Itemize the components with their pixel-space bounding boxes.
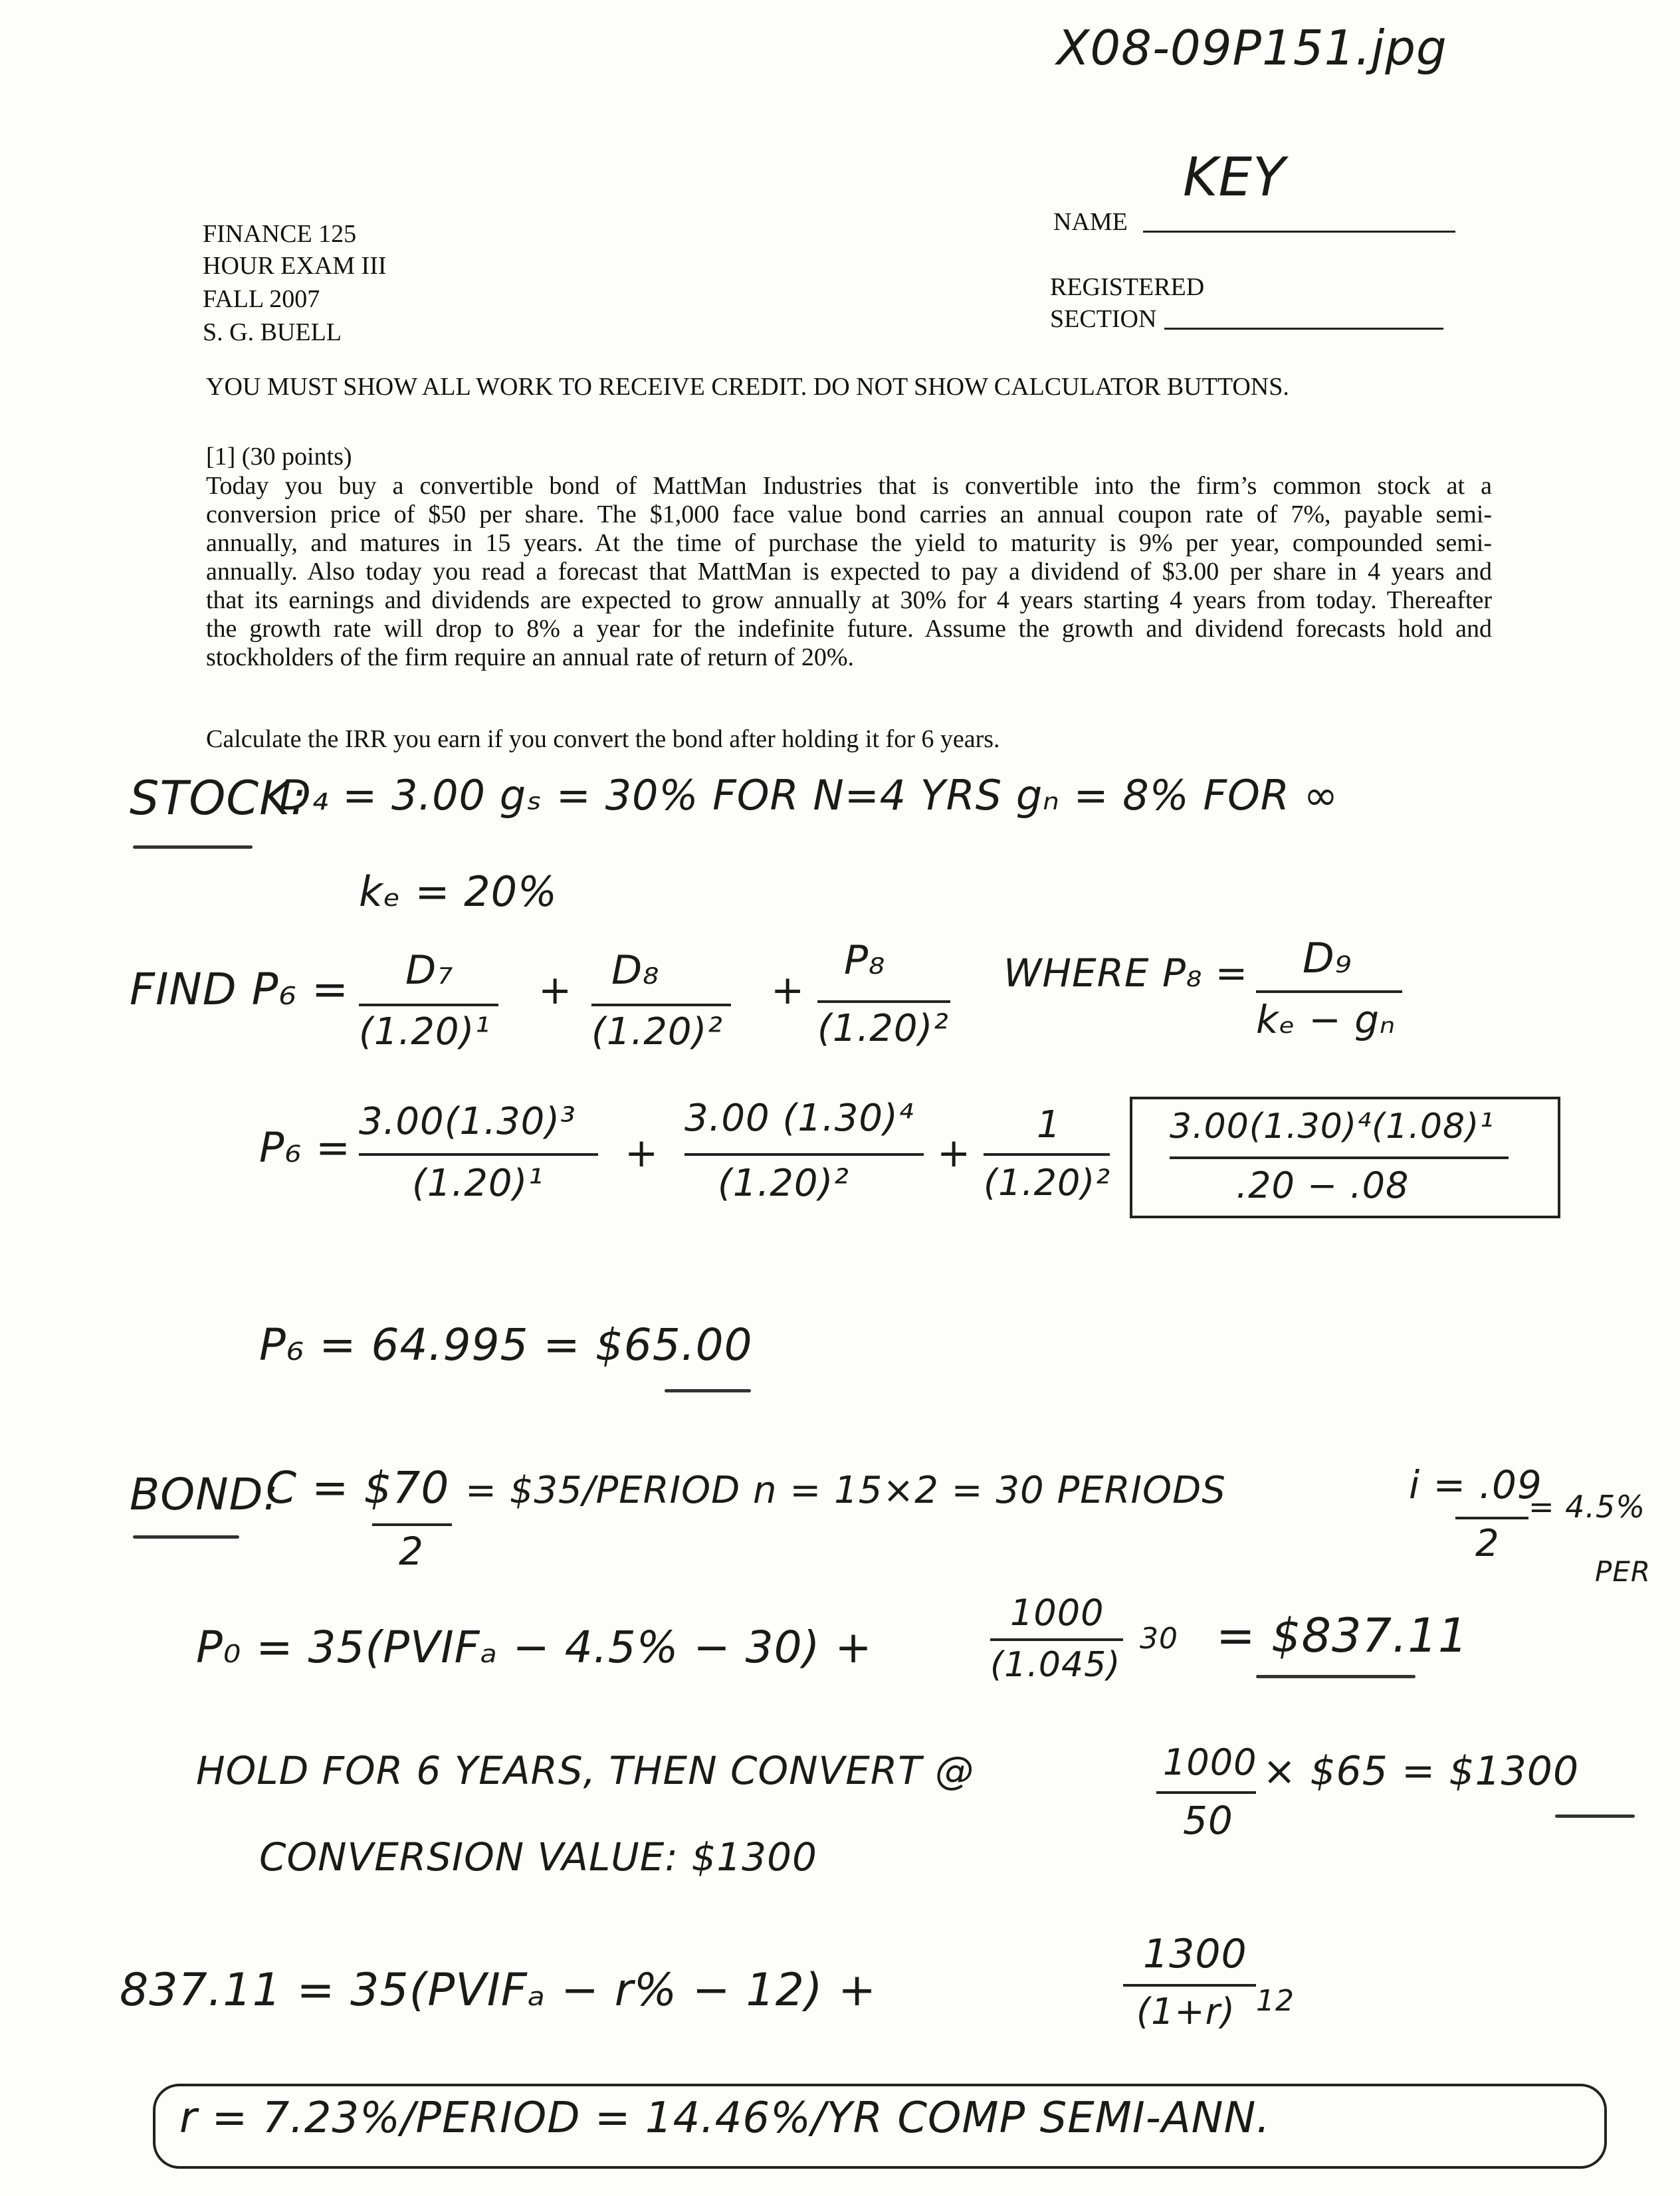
fraction-bar [1170, 1156, 1509, 1159]
bond-price-result: = $837.11 [1216, 1608, 1469, 1663]
registered-label: REGISTERED [1050, 273, 1205, 301]
fraction-bar [372, 1523, 452, 1526]
question-line: annually. Also today you read a forecast that MattMan is expected to pay a dividend of $3.00 per share in 4 years and [206, 558, 1492, 586]
section-line [1164, 328, 1443, 330]
coupon: C = $70 [266, 1462, 450, 1513]
find-p6-label: FIND P₆ = [130, 964, 350, 1015]
question-line: Today you buy a convertible bond of MattMan Industries that is convertible into the firm’s common stock at a [206, 472, 1492, 500]
conversion-value: CONVERSION VALUE: $1300 [259, 1834, 817, 1880]
formula-numerator: P₈ [844, 937, 886, 984]
substitution-denominator: (1.20)¹ [412, 1162, 544, 1205]
fraction-bar [984, 1153, 1110, 1156]
hold-text: HOLD FOR 6 YEARS, THEN CONVERT @ [196, 1748, 975, 1793]
irr-answer: r = 7.23%/PERIOD = 14.46%/YR COMP SEMI-ANN. [179, 2094, 1271, 2143]
irr-discount-factor: (1+r) [1136, 1991, 1235, 2032]
yield-result: = 4.5% [1528, 1489, 1646, 1525]
question-line: that its earnings and dividends are expected to grow annually at 30% for 4 years starting 4 years from today. Thereafter [206, 586, 1492, 614]
fraction-bar [1123, 1984, 1256, 1987]
fraction-bar [1256, 990, 1402, 993]
fraction-bar [359, 1004, 498, 1006]
substitution-numerator: 3.00 (1.30)⁴ [684, 1097, 914, 1140]
key-annotation: KEY [1183, 146, 1286, 208]
where-label: WHERE P₈ = [1003, 950, 1249, 996]
plus-sign: + [771, 967, 805, 1014]
conversion-numerator: 1000 [1163, 1741, 1257, 1783]
question-text [206, 472, 1492, 672]
question-line: stockholders of the firm require an annual rate of return of 20%. [206, 643, 854, 671]
substitution-numerator: 3.00(1.30)³ [359, 1100, 576, 1143]
section-label: SECTION [1050, 305, 1157, 333]
required-return: kₑ = 20% [359, 867, 558, 916]
coupon-divisor: 2 [399, 1529, 424, 1574]
bond-price-equation: P₀ = 35(PVIFₐ − 4.5% − 30) + [196, 1622, 873, 1673]
question-line: annually, and matures in 15 years. At the time of purchase the yield to maturity is 9% per year, compounded semi- [206, 529, 1492, 557]
periods: = $35/PERIOD n = 15×2 = 30 PERIODS [465, 1469, 1226, 1512]
result-underline [665, 1389, 751, 1392]
yield-divisor: 2 [1475, 1522, 1500, 1565]
formula-denominator: (1.20)² [817, 1007, 949, 1050]
yield: i = .09 [1409, 1462, 1542, 1507]
fraction-bar [990, 1638, 1123, 1641]
formula-denominator: (1.20)¹ [359, 1010, 490, 1053]
formula-denominator: kₑ − gₙ [1256, 997, 1396, 1042]
bond-underline [133, 1535, 239, 1539]
fraction-bar [1156, 1791, 1256, 1794]
exponent: 12 [1256, 1984, 1295, 2018]
formula-numerator: D₈ [611, 947, 660, 994]
result-underline [1256, 1675, 1416, 1678]
terminal-value: 1300 [1143, 1931, 1247, 1977]
formula-numerator: D₉ [1303, 934, 1352, 982]
substitution-denominator: (1.20)² [984, 1162, 1111, 1204]
fraction-bar [359, 1153, 598, 1156]
p6-result: P₆ = 64.995 = $65.00 [259, 1319, 753, 1371]
term: FALL 2007 [203, 285, 320, 313]
conversion-calc: × $65 = $1300 [1263, 1748, 1580, 1795]
exponent: 30 [1140, 1622, 1178, 1656]
bond-label: BOND: [130, 1469, 279, 1520]
fraction-bar [1455, 1517, 1528, 1519]
p6-label: P₆ = [259, 1123, 351, 1172]
fraction-bar [591, 1004, 731, 1006]
result-underline [1555, 1814, 1635, 1818]
stock-underline [133, 845, 253, 849]
fraction-bar [684, 1153, 924, 1156]
plus-sign: + [538, 967, 573, 1014]
name-label: NAME [1053, 208, 1128, 236]
instructions: YOU MUST SHOW ALL WORK TO RECEIVE CREDIT. DO NOT SHOW CALCULATOR BUTTONS. [206, 373, 1289, 401]
formula-numerator: D₇ [405, 947, 454, 994]
filename-annotation: X08-09P151.jpg [1057, 20, 1447, 76]
question-line: the growth rate will drop to 8% a year for the indefinite future. Assume the growth and dividend forecasts hold and [206, 615, 1492, 643]
question-line: conversion price of $50 per share. The $1,000 face value bond carries an annual coupon rate of 7%, payable semi- [206, 500, 1492, 528]
exam-title: HOUR EXAM III [203, 252, 387, 280]
face-value: 1000 [1010, 1592, 1104, 1634]
substitution-numerator: 1 [1037, 1103, 1061, 1147]
conversion-denominator: 50 [1183, 1798, 1233, 1843]
fraction-bar [817, 1000, 950, 1003]
question-number: [1] (30 points) [206, 443, 352, 471]
question-task: Calculate the IRR you earn if you convert the bond after holding it for 6 years. [206, 725, 1000, 753]
irr-equation: 837.11 = 35(PVIFₐ − r% − 12) + [120, 1964, 877, 2017]
plus-sign: + [625, 1130, 659, 1176]
substitution-denominator: (1.20)² [718, 1162, 849, 1205]
course-title: FINANCE 125 [203, 220, 357, 248]
name-line [1143, 231, 1455, 233]
formula-denominator: (1.20)² [591, 1010, 723, 1053]
stock-given: D₄ = 3.00 gₛ = 30% FOR N=4 YRS gₙ = 8% FOR ∞ [279, 771, 1339, 820]
discount-factor: (1.045) [990, 1645, 1121, 1685]
stock-label: STOCK: [130, 771, 307, 825]
per-label: PER [1595, 1555, 1651, 1588]
substitution-numerator: 3.00(1.30)⁴(1.08)¹ [1170, 1107, 1495, 1147]
substitution-denominator: .20 − .08 [1236, 1164, 1410, 1206]
plus-sign: + [937, 1130, 972, 1176]
instructor: S. G. BUELL [203, 318, 342, 346]
